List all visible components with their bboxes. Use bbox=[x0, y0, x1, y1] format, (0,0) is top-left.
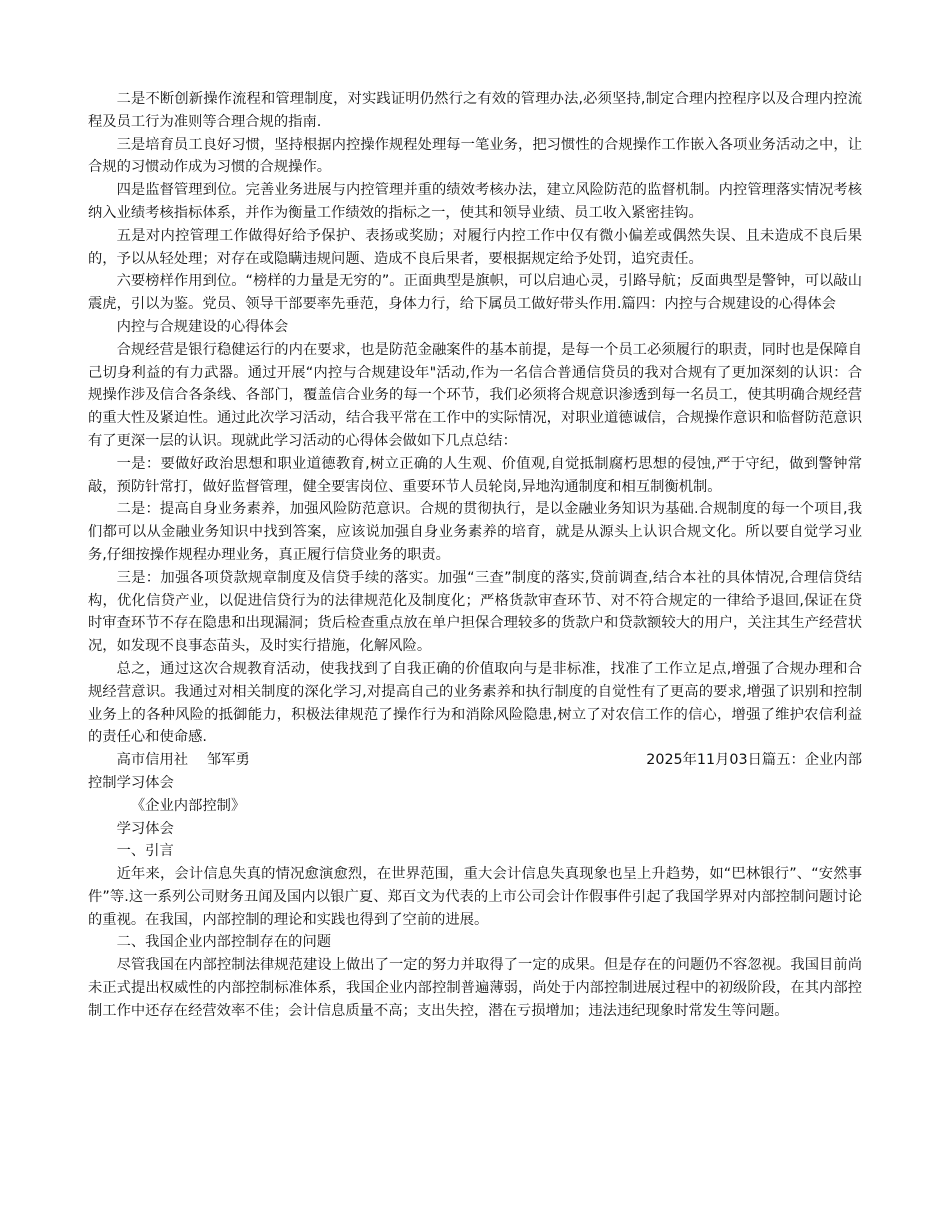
paragraph-compliance-intro: 合规经营是银行稳健运行的内在要求，也是防范金融案件的基本前提，是每一个员工必须履行的职责，同时也是保障自己切身利益的有力武器。通过开展“内控与合规建设年"活动,作为一名信合普通信贷员的我对合规有了更加深刻的认识：合规操作涉及信合各条线、各部门，覆盖信合业务的每一个环节，我们必须将合规意识渗透到每一名员工，使其明确合规经营的重大性及紧迫性。通过此次学习活动，结合我平常在工作中的实际情况，对职业道德诚信，合规操作意识和临督防范意识有了更深一层的认识。现就此学习活动的心得体会做如下几点总结： bbox=[88, 341, 862, 449]
paragraph-process-innovation: 二是不断创新操作流程和管理制度，对实践证明仍然行之有效的管理办法,必须坚持,制定合理内控程序以及合理内控流程及员工行为准则等合理合规的指南. bbox=[88, 91, 862, 130]
paragraph-point-two: 二是：提高自身业务素养，加强风险防范意识。合规的贯彻执行，是以金融业务知识为基础.合规制度的每一个项目,我们都可以从金融业务知识中找到答案，应该说加强自身业务素养的培育，就是从源头上认识合规文化。所以要自觉学习业务,仔细按操作规程办理业务，真正履行信贷业务的职责。 bbox=[88, 501, 862, 563]
section-subtitle: 学习体会 bbox=[116, 820, 174, 837]
section-heading-introduction: 一、引言 bbox=[116, 843, 174, 860]
paragraph-conclusion: 总之，通过这次合规教育活动，使我找到了自我正确的价值取向与是非标准，找准了工作立足点,增强了合规办理和合规经营意识。我通过对相关制度的深化学习,对提高自己的业务素养和执行制度的自觉性有了更高的要求,增强了识别和控制业务上的各种风险的抵御能力，积极法律规范了操作行为和消除风险隐患,树立了对农信工作的信心，增强了维护农信利益的责任心和使命感. bbox=[88, 660, 862, 746]
signature-continuation: 控制学习体会 bbox=[88, 774, 174, 791]
paragraph-employee-habits: 三是培育员工良好习惯，坚持根据内控操作规程处理每一笔业务，把习惯性的合规操作工作嵌入各项业务活动之中，让合规的习惯动作成为习惯的合规操作。 bbox=[88, 136, 862, 176]
paragraph-introduction: 近年来，会计信息失真的情况愈演愈烈，在世界范围，重大会计信息失真现象也呈上升趋势，如“巴林银行”、“安然事件”等.这一系列公司财务丑闻及国内以银广夏、郑百文为代表的上市公司会计作假事件引起了我国学界对内部控制问题讨论的重视。在我国，内部控制的理论和实践也得到了空前的进展。 bbox=[88, 866, 862, 928]
section-heading-problems: 二、我国企业内部控制存在的问题 bbox=[116, 934, 332, 951]
paragraph-rewards: 五是对内控管理工作做得好给予保护、表扬或奖励；对履行内控工作中仅有微小偏差或偶然失误、且未造成不良后果的，予以从轻处理；对存在或隐瞒违规问题、造成不良后果者，要根据规定给予处罚，追究责任。 bbox=[88, 227, 862, 267]
book-title: 《企业内部控制》 bbox=[130, 797, 246, 814]
paragraph-point-three: 三是：加强各项贷款规章制度及信贷手续的落实。加强“三查”制度的落实,贷前调查,结合本社的具体情况,合理信贷结构，优化信贷产业，以促进信贷行为的法律规范化及制度化；严格货款审查环节、对不符合规定的一律给予退回,保证在贷时审查环节不存在隐患和出现漏洞；货后检查重点放在单户担保合理较多的货款户和贷款额较大的用户，关注其生产经营状况，如发现不良事态苗头，及时实行措施，化解风险。 bbox=[88, 569, 862, 655]
paragraph-point-one: 一是：要做好政治思想和职业道德教育,树立正确的人生观、价值观,自觉抵制腐朽思想的侵蚀,严于守纪，做到警钟常敲，预防针常打，做好监督管理，健全要害岗位、重要环节人员轮岗,异地沟通制度和相互制衡机制。 bbox=[88, 455, 862, 495]
paragraph-problems: 尽管我国在内部控制法律规范建设上做出了一定的努力并取得了一定的成果。但是存在的问题仍不容忽视。我国目前尚未正式提出权威性的内部控制标准体系，我国企业内部控制普遍薄弱，尚处于内部控制进展过程中的初级阶段，在其内部控制工作中还存在经营效率不佳；会计信息质量不高；支出失控，潜在亏损增加；违法违纪现象时常发生等问题。 bbox=[88, 957, 862, 1019]
signature-name: 高市信用社 邹军勇 bbox=[116, 752, 250, 769]
article-title: 内控与合规建设的心得体会 bbox=[116, 318, 289, 335]
signature-date: 2025年11月03日篇五：企业内部 bbox=[646, 752, 862, 769]
paragraph-supervision: 四是监督管理到位。完善业务进展与内控管理并重的绩效考核办法，建立风险防范的监督机制。内控管理落实情况考核纳入业绩考核指标体系，并作为衡量工作绩效的指标之一，使其和领导业绩、员工收入紧密挂钩。 bbox=[88, 182, 862, 221]
signature-line bbox=[88, 749, 862, 772]
paragraph-role-models: 六要榜样作用到位。“榜样的力量是无穷的”。正面典型是旗帜，可以启迪心灵，引路导航；反面典型是警钟，可以敲山震虎，引以为鉴。党员、领导干部要率先垂范，身体力行，给下属员工做好带头作用.篇四：内控与合规建设的心得体会 bbox=[88, 273, 862, 313]
